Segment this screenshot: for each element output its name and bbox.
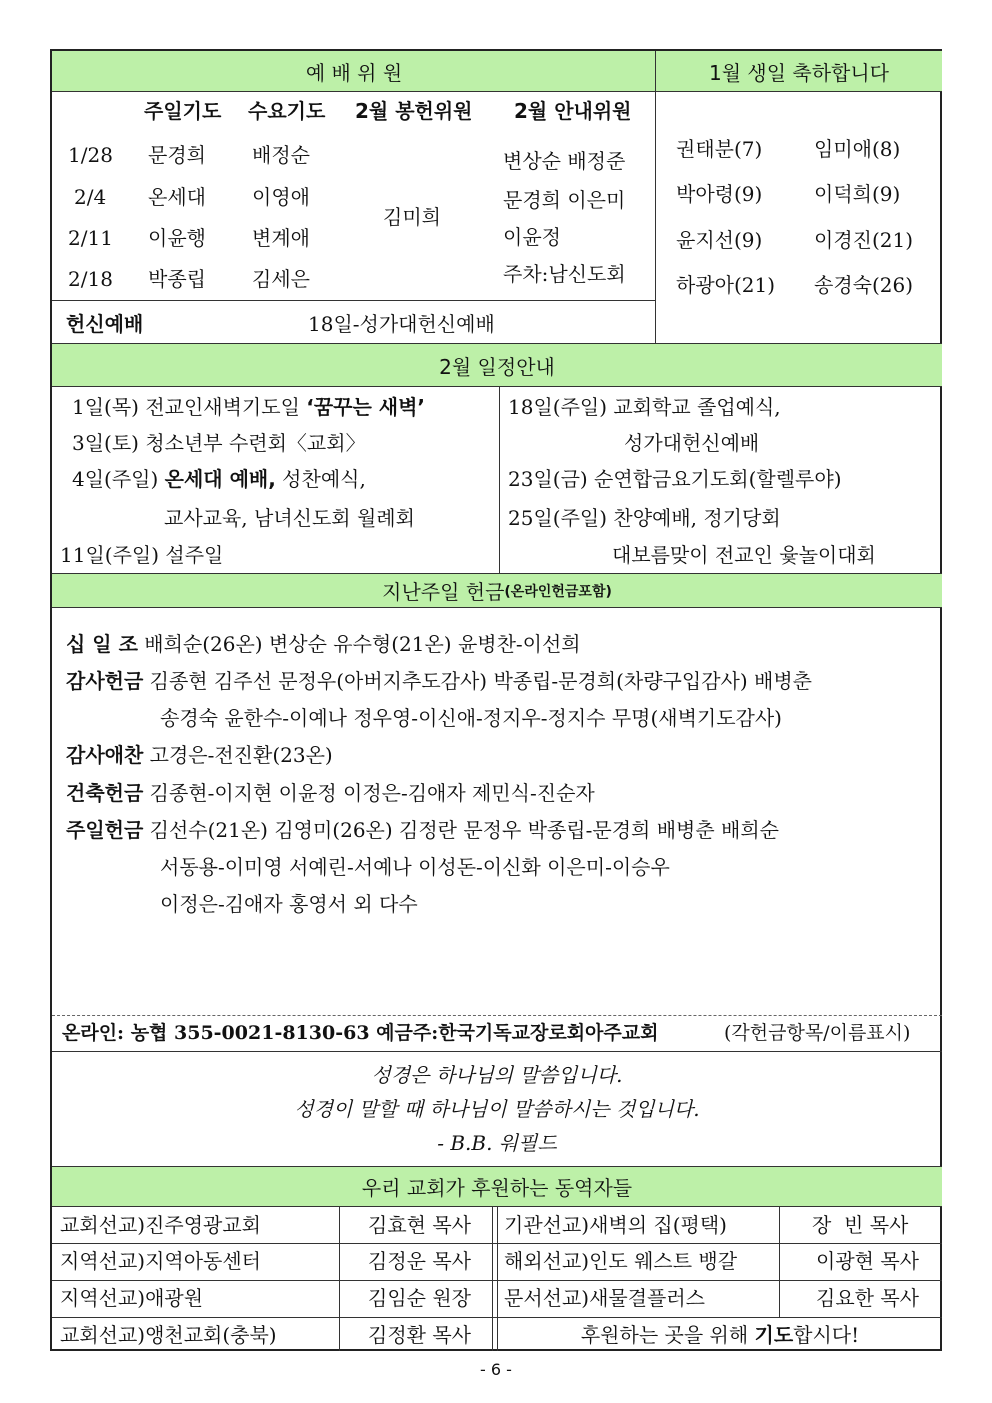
schedule-text: 1일(목) 전교인새벽기도일 xyxy=(72,395,307,419)
row-date: 1/28 xyxy=(68,143,113,167)
col-sunday-prayer: 주일기도 xyxy=(144,99,222,123)
offering-label: 십 일 조 xyxy=(66,632,138,656)
offering-label: 감사헌금 xyxy=(66,669,144,693)
partner-person: 김정환 목사 xyxy=(368,1323,471,1347)
schedule-header xyxy=(52,344,942,387)
partner-org: 해외선교)인도 웨스트 뱅갈 xyxy=(504,1249,738,1273)
birthday-header-text: 1월 생일 축하합니다 xyxy=(709,60,889,85)
offering-line xyxy=(66,669,812,693)
schedule-right-line: 23일(금) 순연합금요기도회(할렐루야) xyxy=(508,467,842,491)
schedule-left-line: 11일(주일) 설주일 xyxy=(60,543,224,567)
partners-header xyxy=(52,1167,942,1207)
partner-org: 교회선교)진주영광교회 xyxy=(60,1213,262,1237)
schedule-divider xyxy=(499,387,500,573)
offering-line: 서동용-이미영 서예린-서예나 이성돈-이신화 이은미-이승우 xyxy=(160,855,670,879)
schedule-right-line: 18일(주일) 교회학교 졸업예식, xyxy=(508,395,781,419)
birthday-name: 박아령(9) xyxy=(676,182,763,206)
partner-person: 김임순 원장 xyxy=(368,1286,471,1310)
partner-person: 김요한 목사 xyxy=(816,1286,919,1310)
schedule-right-line: 대보름맞이 전교인 윷놀이대회 xyxy=(612,543,876,567)
offering-line: 송경숙 윤한수-이예나 정우영-이신애-정지우-정지수 무명(새벽기도감사) xyxy=(160,706,782,730)
row-sunday: 이윤행 xyxy=(148,226,206,250)
offering-label: 주일헌금 xyxy=(66,818,144,842)
quote-line: 성경은 하나님의 말씀입니다. xyxy=(371,1063,623,1087)
schedule-header-text: 2월 일정안내 xyxy=(439,354,555,379)
schedule-left-line: 교사교육, 남녀신도회 월례회 xyxy=(164,506,415,530)
offering-names: 김종현-이지현 이윤정 이정은-김애자 제민식-진순자 xyxy=(149,781,595,805)
offering-names: 고경은-전진환(23온) xyxy=(149,743,333,767)
partners-col-line xyxy=(339,1207,340,1351)
offering-line xyxy=(66,781,595,805)
partner-person: 이광현 목사 xyxy=(816,1249,919,1273)
row-date: 2/4 xyxy=(74,185,107,209)
col-offering-committee: 2월 봉헌위원 xyxy=(355,99,473,123)
dedication-value: 18일-성가대헌신예배 xyxy=(308,312,495,336)
offering-names: 김선수(21온) 김영미(26온) 김정란 문정우 박종립-문경희 배병춘 배희순 xyxy=(149,818,779,842)
closing-text: 합시다! xyxy=(793,1323,860,1347)
partners-closing xyxy=(498,1323,942,1347)
row-wednesday: 변계애 xyxy=(252,226,310,250)
offering-header-text: 지난주일 헌금 xyxy=(382,580,505,604)
partners-header-text: 우리 교회가 후원하는 동역자들 xyxy=(361,1176,633,1200)
closing-text: 후원하는 곳을 위해 xyxy=(580,1323,755,1347)
schedule-left-line: 3일(토) 청소년부 수련회〈교회〉 xyxy=(72,431,366,455)
row-sunday: 문경희 xyxy=(148,143,206,167)
bulletin-page xyxy=(50,49,942,1351)
schedule-text: 성찬예식, xyxy=(275,467,366,491)
offering-line: 이정은-김애자 홍영서 외 다수 xyxy=(160,892,418,916)
usher-line: 문경희 이은미 xyxy=(503,188,626,212)
partner-person: 장 빈 목사 xyxy=(812,1213,909,1237)
row-wednesday: 이영애 xyxy=(252,185,310,209)
schedule-text: 4일(주일) xyxy=(72,467,165,491)
closing-emphasis: 기도 xyxy=(754,1323,794,1347)
quote-author: - B.B. 워필드 xyxy=(437,1131,557,1155)
col-wednesday-prayer: 수요기도 xyxy=(248,99,326,123)
quote-line: 성경이 말할 때 하나님이 말씀하시는 것입니다. xyxy=(294,1097,700,1121)
row-wednesday: 배정순 xyxy=(252,143,310,167)
offering-names: 배희순(26온) 변상순 유수형(21온) 윤병찬-이선희 xyxy=(144,632,581,656)
offering-label: 건축헌금 xyxy=(66,781,144,805)
quote-top-border xyxy=(52,1051,942,1052)
row-wednesday: 김세은 xyxy=(252,267,310,291)
partner-org: 교회선교)앵천교회(충북) xyxy=(60,1323,277,1347)
partner-person: 김효현 목사 xyxy=(368,1213,471,1237)
page-number: - 6 - xyxy=(480,1360,512,1379)
partner-person: 김정운 목사 xyxy=(368,1249,471,1273)
birthday-name: 이경진(21) xyxy=(814,228,914,252)
usher-line: 이윤정 xyxy=(503,225,561,249)
birthday-name: 하광아(21) xyxy=(676,273,776,297)
dedication-label: 헌신예배 xyxy=(66,312,144,336)
usher-line: 주차:남신도회 xyxy=(503,262,626,286)
worship-header xyxy=(52,51,656,92)
offering-member: 김미희 xyxy=(383,205,441,229)
row-sunday: 온세대 xyxy=(148,185,206,209)
online-account: 온라인: 농협 355-0021-8130-63 예금주:한국기독교장로회아주교회 xyxy=(62,1022,659,1044)
schedule-right-line: 25일(주일) 찬양예배, 정기당회 xyxy=(508,506,781,530)
birthday-name: 임미애(8) xyxy=(814,137,901,161)
birthday-header xyxy=(656,51,942,92)
offering-line xyxy=(66,743,333,767)
partner-org: 지역선교)애광원 xyxy=(60,1286,204,1310)
schedule-right-line: 성가대헌신예배 xyxy=(624,431,760,455)
row-date: 2/18 xyxy=(68,267,113,291)
online-divider xyxy=(52,1015,942,1016)
partners-col-line xyxy=(492,1207,493,1351)
row-date: 2/11 xyxy=(68,226,113,250)
offering-line xyxy=(66,632,581,656)
birthday-name: 윤지선(9) xyxy=(676,228,763,252)
partner-org: 문서선교)새물결플러스 xyxy=(504,1286,706,1310)
schedule-emphasis: 온세대 예배, xyxy=(164,467,276,491)
birthday-name: 이덕희(9) xyxy=(814,182,901,206)
usher-line: 변상순 배정준 xyxy=(503,149,626,173)
dedication-divider xyxy=(52,300,656,301)
col-usher-committee: 2월 안내위원 xyxy=(514,99,632,123)
birthday-name: 송경숙(26) xyxy=(814,273,914,297)
offering-names: 김종현 김주선 문정우(아버지추도감사) 박종립-문경희(차량구입감사) 배병춘 xyxy=(149,669,812,693)
schedule-left-line xyxy=(72,395,425,419)
offering-label: 감사애찬 xyxy=(66,743,144,767)
offering-header xyxy=(52,574,942,608)
partner-org: 지역선교)지역아동센터 xyxy=(60,1249,262,1273)
worship-header-text: 예 배 위 원 xyxy=(305,60,403,85)
partners-col-line xyxy=(779,1207,780,1317)
birthday-name: 권태분(7) xyxy=(676,137,763,161)
offering-line xyxy=(66,818,779,842)
schedule-emphasis: ‘꿈꾸는 새벽’ xyxy=(306,395,426,419)
offering-header-note: (온라인헌금포함) xyxy=(504,583,612,600)
row-sunday: 박종립 xyxy=(148,267,206,291)
online-note: (각헌금항목/이름표시) xyxy=(724,1022,911,1044)
schedule-left-line xyxy=(72,467,366,491)
partner-org: 기관선교)새벽의 집(평택) xyxy=(504,1213,727,1237)
